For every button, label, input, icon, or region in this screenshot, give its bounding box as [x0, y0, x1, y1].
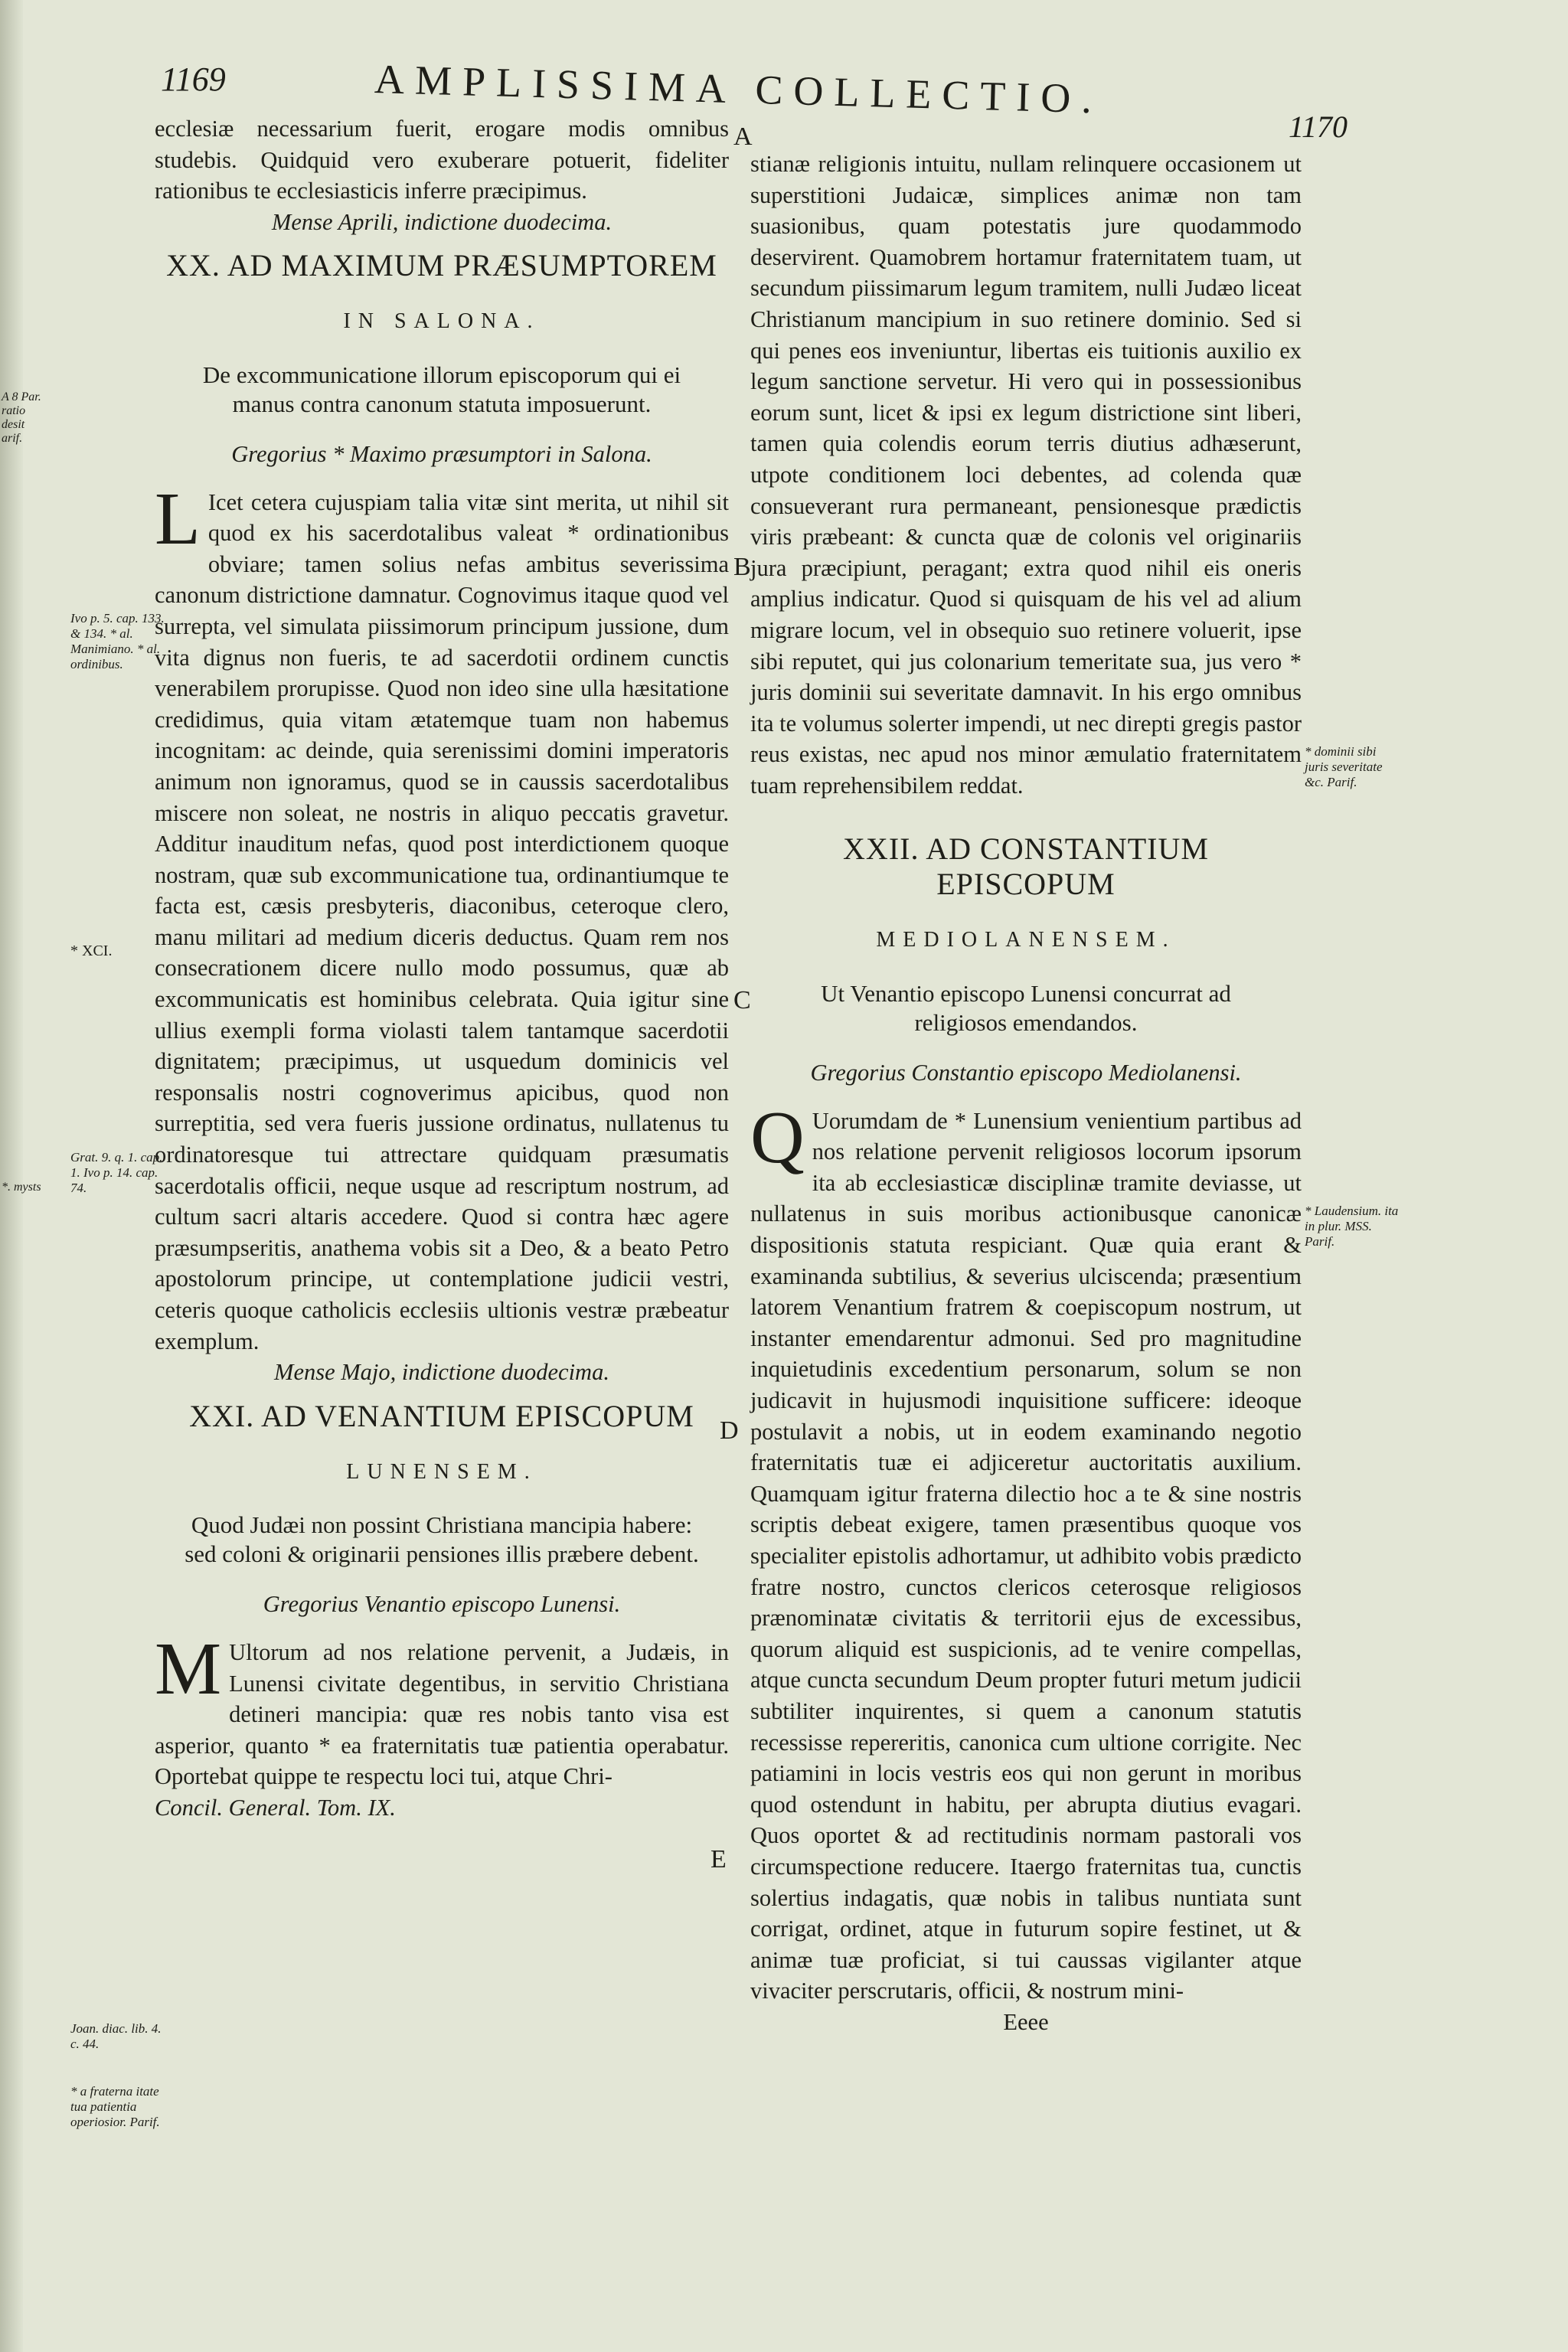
letter-21-subhead: LUNENSEM.: [346, 1459, 537, 1484]
dateline-may: Mense Majo, indictione duodecima.: [274, 1359, 609, 1386]
letter-20-text: Icet cetera cujuspiam talia vitæ sint merita, ut nihil sit quod ex his sacerdotalibus valeat * ordinationibus obviare; tamen solius nefas ambitus severissima canonum districtione damnatur. Cognovimus itaque quod vel surrepta, vel simulata piissimorum principum jussione, dum vita dignus non fueris, te ad sacerdotii ordinem cunctis venerabilem prorupisse. Quod non ideo sine ulla hæsitatione credidimus, quia vitam ætatemque tuam non habemus incognitam: ac deinde, quia serenissimi domini imperatoris animum non ignoramus, quod se in caussis sacerdotalibus miscere non soleat, ne nostris in aliquo peccatis gravetur. Additur inauditum nefas, quod post interdictionem quoque nostram, quæ sub excommunicatione tua, ordinantiumque te facta est, cæsis presbyteris, diaconibus, ceteroque clero, manu militari ad medium diceris deductus. Quam rem nos consecrationem dicere nullo modo possumus, quæ ab excommunicatis est hominibus celebrata. Quia igitur sine ullius exempli forma violasti talem tantamque sacerdotii dignitatem; præcipimus, ut usquedum dominicis vel responsalis nostri cognoverimus apicibus, quod non surreptitia, sed vera fueris jussione ordinatus, nullatenus tu ordinatoresque tui attrectare quidquam præsumatis sacerdotalis officii, neque usque ad rescriptum nostrum, ad cultum sacri altaris accedere. Quod si contra hæc agere præsumpseritis, anathema vobis sit a Deo, & a beato Petro apostolorum principe, ut contemplatione judicii vestri, ceteris quoque catholicis ecclesiis ultionis vestræ præbeatur exemplum.: [155, 488, 729, 1354]
letter-22-text: Uorumdam de * Lunensium venientium partibus ad nos relatione pervenit religiosos locorum ipsorum ita ab ecclesiasticæ disciplinæ tramite deviasse, ut nullatenus in suis moribus actionibusque canonicæ dispositionis statuta respiciant. Quæ quia erant & examinanda subtilius, & severius ulciscenda; præsentium latorem Venantium fratrem & coepiscopum nostrum, ut instanter emendarentur admonui. Sed pro magnitudine inquietudinis excedentium personarum, solum se non judicavit in hujusmodi inquisitione sufficere: ideoque postulavit a nobis, ut in eodem examinando negotio fraternitatis tuæ ei adjiceretur auctoritatis auxilium. Quamquam igitur fraterna dilectio hoc a te & sine nostris scriptis debeat exigere, tamen præsentibus quoque vos specialiter epistolis adhortamur, ut adhibito vobis prædicto fratre nostro, cunctos clericos ceterosque religiosos prænominatæ civitatis & territorii ejus de excessibus, quorum aliquid est suspicionis, ad te venire compellas, atque cuncta secundum Deum propter futuri metum judicii subtiliter inquirentes, si quem a canonum statutis recessisse repereritis, canonica cum ultione corrigite. Nec patiamini in locis vestris eos qui non gerunt in moribus quod ostendunt in habitu, per abrupta diutius evagari. Quos oportet & ad rectitudinis normam pastorali vos circumspectione reducere. Itaergo fraternitas tua, cunctis solertius indagatis, quæ nobis in talibus nuntiata sunt corrigat, ordinet, atque in futurum sopire festinet, ut & animæ tuæ proficiat, si tui caussas vigilanter atque vivaciter perscrutaris, officii, & nostrum mini-: [750, 1107, 1302, 2004]
page-number-left: 1169: [161, 60, 226, 98]
letter-21-heading: XXI. AD VENANTIUM EPISCOPUM: [189, 1398, 694, 1433]
gutter-shadow: [0, 0, 23, 2352]
letter-22-body: [750, 1096, 1302, 2007]
margin-note-ivo: Ivo p. 5. cap. 133. & 134. * al. Manimiano. * al. ordinibus.: [70, 611, 165, 671]
section-letter-b: B: [733, 553, 751, 581]
margin-note-joan: Joan. diac. lib. 4. c. 44.: [70, 2021, 162, 2051]
letter-21-subject: Quod Judæi non possint Christiana mancipia habere: sed coloni & originarii pensiones illis præbere debent.: [185, 1511, 699, 1568]
section-letter-d: D: [720, 1416, 739, 1445]
letter-21-dropcap: M: [155, 1627, 222, 1710]
left-column: [155, 113, 729, 1824]
margin-note-lauden: * Laudensium. ita in plur. MSS. Parif.: [1305, 1204, 1399, 1249]
edge-note-1: A 8 Par. ratio desit arif.: [2, 390, 41, 445]
letter-22-salutation: Gregorius Constantio episcopo Mediolanensi.: [810, 1060, 1242, 1086]
letter-21-continuation: stianæ religionis intuitu, nullam relinquere occasionem ut superstitioni Judaicæ, simplices animæ non tam suasionibus, quam potestatis jure quodammodo deservirent. Quamobrem hortamur fraternitatem tuam, ut secundum piissimarum legum tramitem, nulli Judæo liceat Christianum mancipium in suo retinere dominio. Sed si qui penes eos inveniuntur, libertas eis tuitionis auxilio ex legum sanctione servetur. Hi vero qui in possessionibus eorum sunt, licet & ipsi ex legum districtione sint liberi, tamen quia colendis eorum terris diutius adhæserunt, utpote conditionem loci debentes, ad colenda quæ consueverant rura permaneant, pensionesque prædictis viris præbeant: & cuncta quæ de colonis vel originariis jura præcipiunt, peragant; extra quod nihil eis oneris amplius indicatur. Quod si quisquam de his vel ad alium migrare locum, vel in obsequio suo retinere voluerit, ipse sibi reputet, qui jus colonarium temeritate sua, jus vero * juris dominii sui severitate damnavit. In his ergo omnibus ita te volumus solerter impendi, ut nec direpti gregis pastor reus existas, nec apud nos minor æmulatio fraternitatem tuam reprehensibilem reddat.: [750, 151, 1302, 799]
letter-20-salutation: Gregorius * Maximo præsumptori in Salona.: [231, 440, 652, 467]
margin-note-dominii: * dominii sibi juris severitate &c. Parif.: [1305, 744, 1383, 789]
section-letter-a: A: [733, 122, 753, 151]
letter-21-text: Ultorum ad nos relatione pervenit, a Judæis, in Lunensi civitate degentibus, in servitio Christiana detineri mancipia: quæ res nobis tanto visa est asperior, quanto * ea fraternitatis tuæ patientia operabatur. Oportebat quippe te respectu loci tui, atque Chri-: [155, 1638, 729, 1790]
margin-note-grat: Grat. 9. q. 1. cap. 1. Ivo p. 14. cap. 74.: [70, 1150, 163, 1195]
margin-note-fraterna: * a fraterna itate tua patientia operiosior. Parif.: [70, 2084, 160, 2129]
letter-20-heading: XX. AD MAXIMUM PRÆSUMPTOREM: [166, 248, 717, 283]
section-letter-c: C: [733, 986, 751, 1014]
letter-22-subject: Ut Venantio episcopo Lunensi concurrat ad religiosos emendandos.: [821, 980, 1231, 1037]
letter-22-subhead: MEDIOLANENSEM.: [876, 928, 1176, 952]
margin-note-xcl: * XCI.: [70, 942, 113, 959]
letter-20-subhead: IN SALONA.: [343, 309, 541, 334]
volume-footer: Concil. General. Tom. IX.: [155, 1794, 396, 1821]
signature-mark: Eeee: [1003, 2008, 1049, 2035]
letter-20-subject: De excommunicatione illorum episcoporum qui ei manus contra canonum statuta imposuerunt.: [202, 361, 681, 417]
left-opening-text: ecclesiæ necessarium fuerit, erogare modis omnibus studebis. Quidquid vero exuberare potuerit, fideliter rationibus te ecclesiasticis inferre præcipimus.: [155, 116, 729, 204]
section-letter-e: E: [710, 1845, 727, 1873]
letter-20-body: [155, 477, 729, 1357]
page-header: [161, 55, 1348, 144]
dateline-april: Mense Aprili, indictione duodecima.: [271, 208, 612, 235]
edge-note-2: *. mysts: [2, 1181, 41, 1194]
letter-22-dropcap: Q: [750, 1096, 805, 1179]
letter-21-salutation: Gregorius Venantio episcopo Lunensi.: [263, 1591, 621, 1618]
letter-20-dropcap: L: [155, 477, 201, 560]
running-title: AMPLISSIMA COLLECTIO.: [374, 55, 1103, 122]
page-number-right: 1170: [1288, 109, 1348, 144]
letter-21-body: [155, 1627, 729, 1792]
right-column: [750, 149, 1302, 2037]
letter-22-heading: XXII. AD CONSTANTIUM EPISCOPUM: [843, 831, 1209, 902]
